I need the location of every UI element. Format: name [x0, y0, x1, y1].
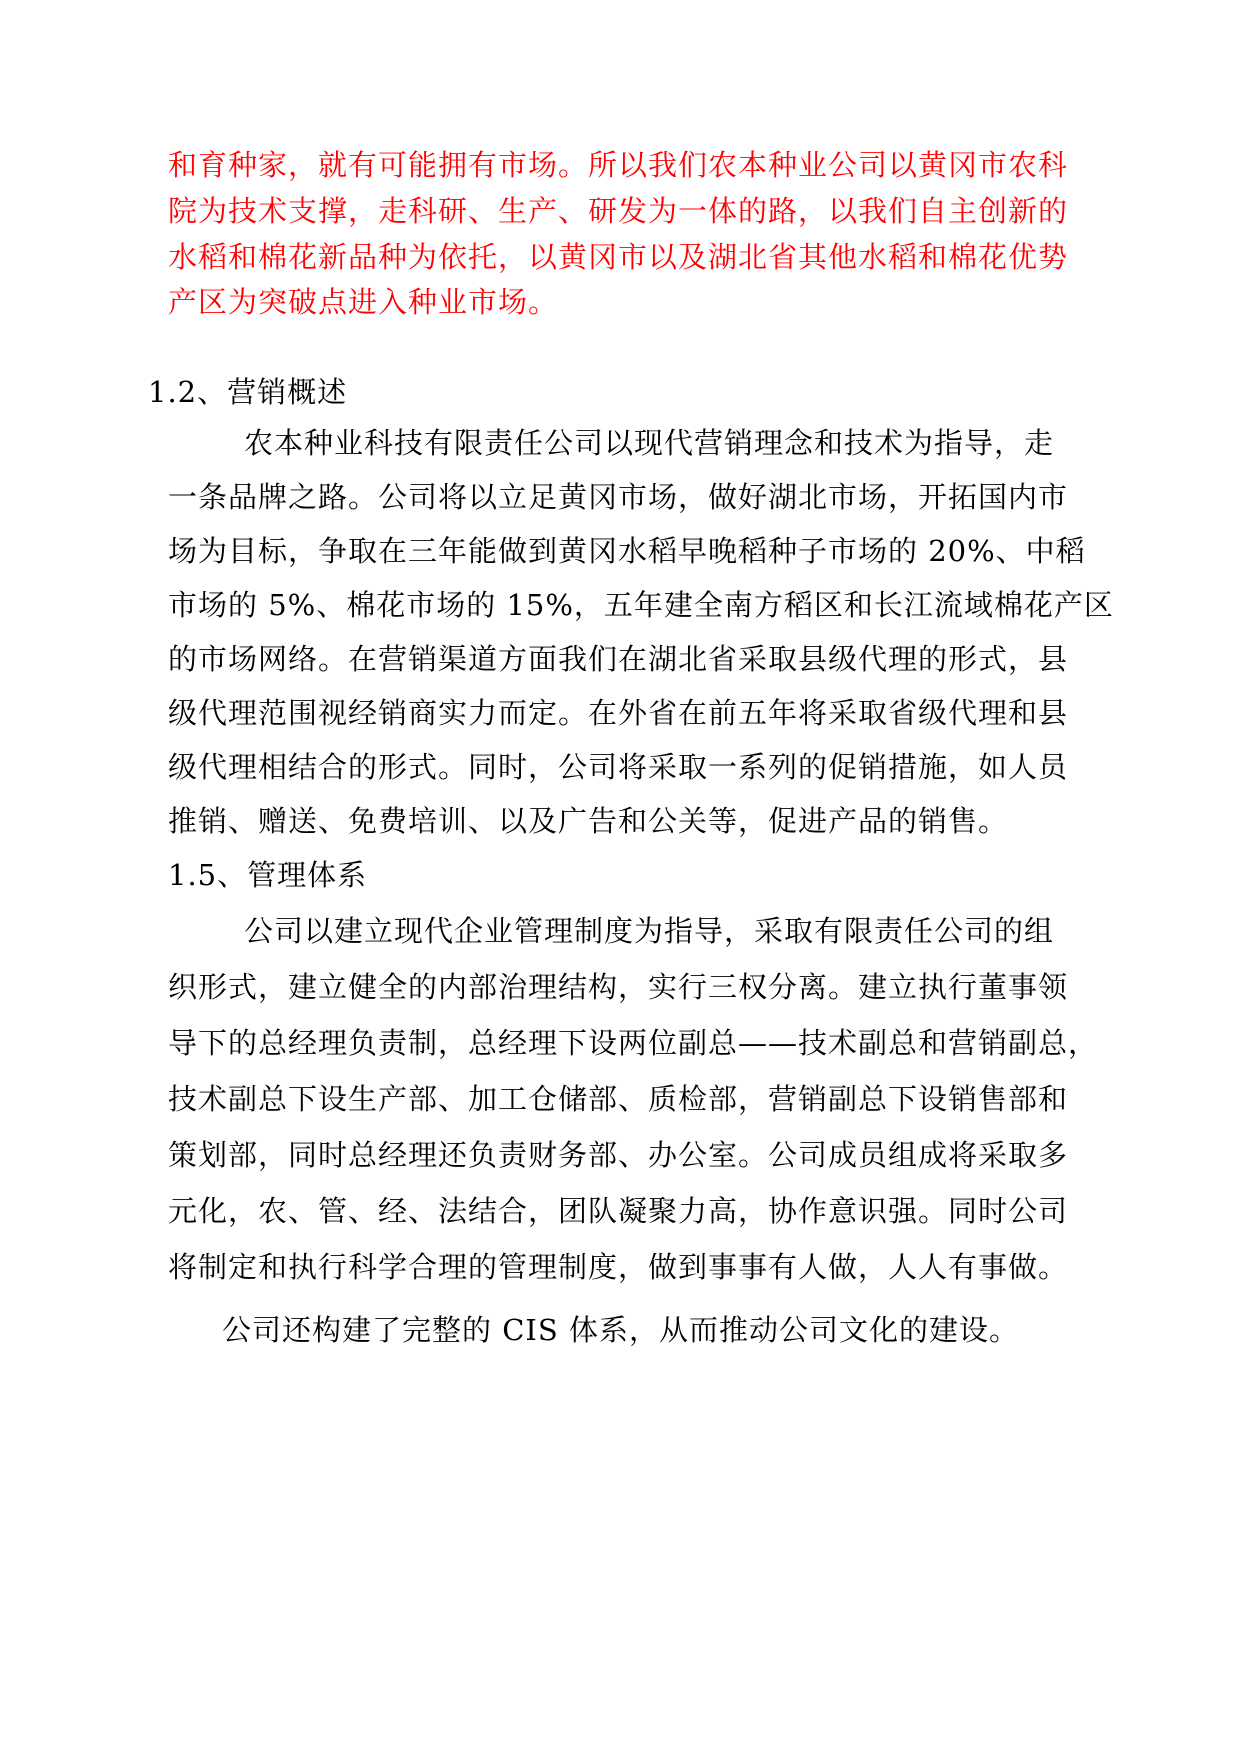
marketing-line-3: 场为目标，争取在三年能做到黄冈水稻早晚稻种子市场的 20%、中稻 — [168, 534, 1086, 568]
section-heading-management: 1.5、管理体系 — [168, 858, 368, 892]
marketing-line-4: 市场的 5%、棉花市场的 15%，五年建全南方稻区和长江流域棉花产区 — [168, 588, 1114, 622]
management-line-4: 技术副总下设生产部、加工仓储部、质检部，营销副总下设销售部和 — [168, 1082, 1069, 1116]
management-line-2: 织形式，建立健全的内部治理结构，实行三权分离。建立执行董事领 — [168, 970, 1069, 1004]
marketing-line-5: 的市场网络。在营销渠道方面我们在湖北省采取县级代理的形式，县 — [168, 642, 1069, 676]
management-closing-line: 公司还构建了完整的 CIS 体系，从而推动公司文化的建设。 — [222, 1313, 1019, 1347]
intro-line-2: 院为技术支撑，走科研、生产、研发为一体的路，以我们自主创新的 — [168, 194, 1069, 228]
marketing-line-1: 农本种业科技有限责任公司以现代营销理念和技术为指导，走 — [244, 426, 1055, 460]
marketing-line-6: 级代理范围视经销商实力而定。在外省在前五年将采取省级代理和县 — [168, 696, 1069, 730]
management-line-6: 元化，农、管、经、法结合，团队凝聚力高，协作意识强。同时公司 — [168, 1194, 1069, 1228]
intro-line-4: 产区为突破点进入种业市场。 — [168, 285, 559, 319]
intro-line-3: 水稻和棉花新品种为依托，以黄冈市以及湖北省其他水稻和棉花优势 — [168, 240, 1069, 274]
marketing-line-7: 级代理相结合的形式。同时，公司将采取一系列的促销措施，如人员 — [168, 750, 1069, 784]
management-line-3: 导下的总经理负责制，总经理下设两位副总——技术副总和营销副总， — [168, 1026, 1099, 1060]
marketing-line-8: 推销、赠送、免费培训、以及广告和公关等，促进产品的销售。 — [168, 804, 1009, 838]
marketing-line-2: 一条品牌之路。公司将以立足黄冈市场，做好湖北市场，开拓国内市 — [168, 480, 1069, 514]
intro-line-1: 和育种家，就有可能拥有市场。所以我们农本种业公司以黄冈市农科 — [168, 148, 1069, 182]
management-line-5: 策划部，同时总经理还负责财务部、办公室。公司成员组成将采取多 — [168, 1138, 1069, 1172]
section-heading-marketing: 1.2、营销概述 — [148, 375, 348, 409]
management-line-1: 公司以建立现代企业管理制度为指导，采取有限责任公司的组 — [244, 914, 1055, 948]
management-line-7: 将制定和执行科学合理的管理制度，做到事事有人做，人人有事做。 — [168, 1250, 1069, 1284]
